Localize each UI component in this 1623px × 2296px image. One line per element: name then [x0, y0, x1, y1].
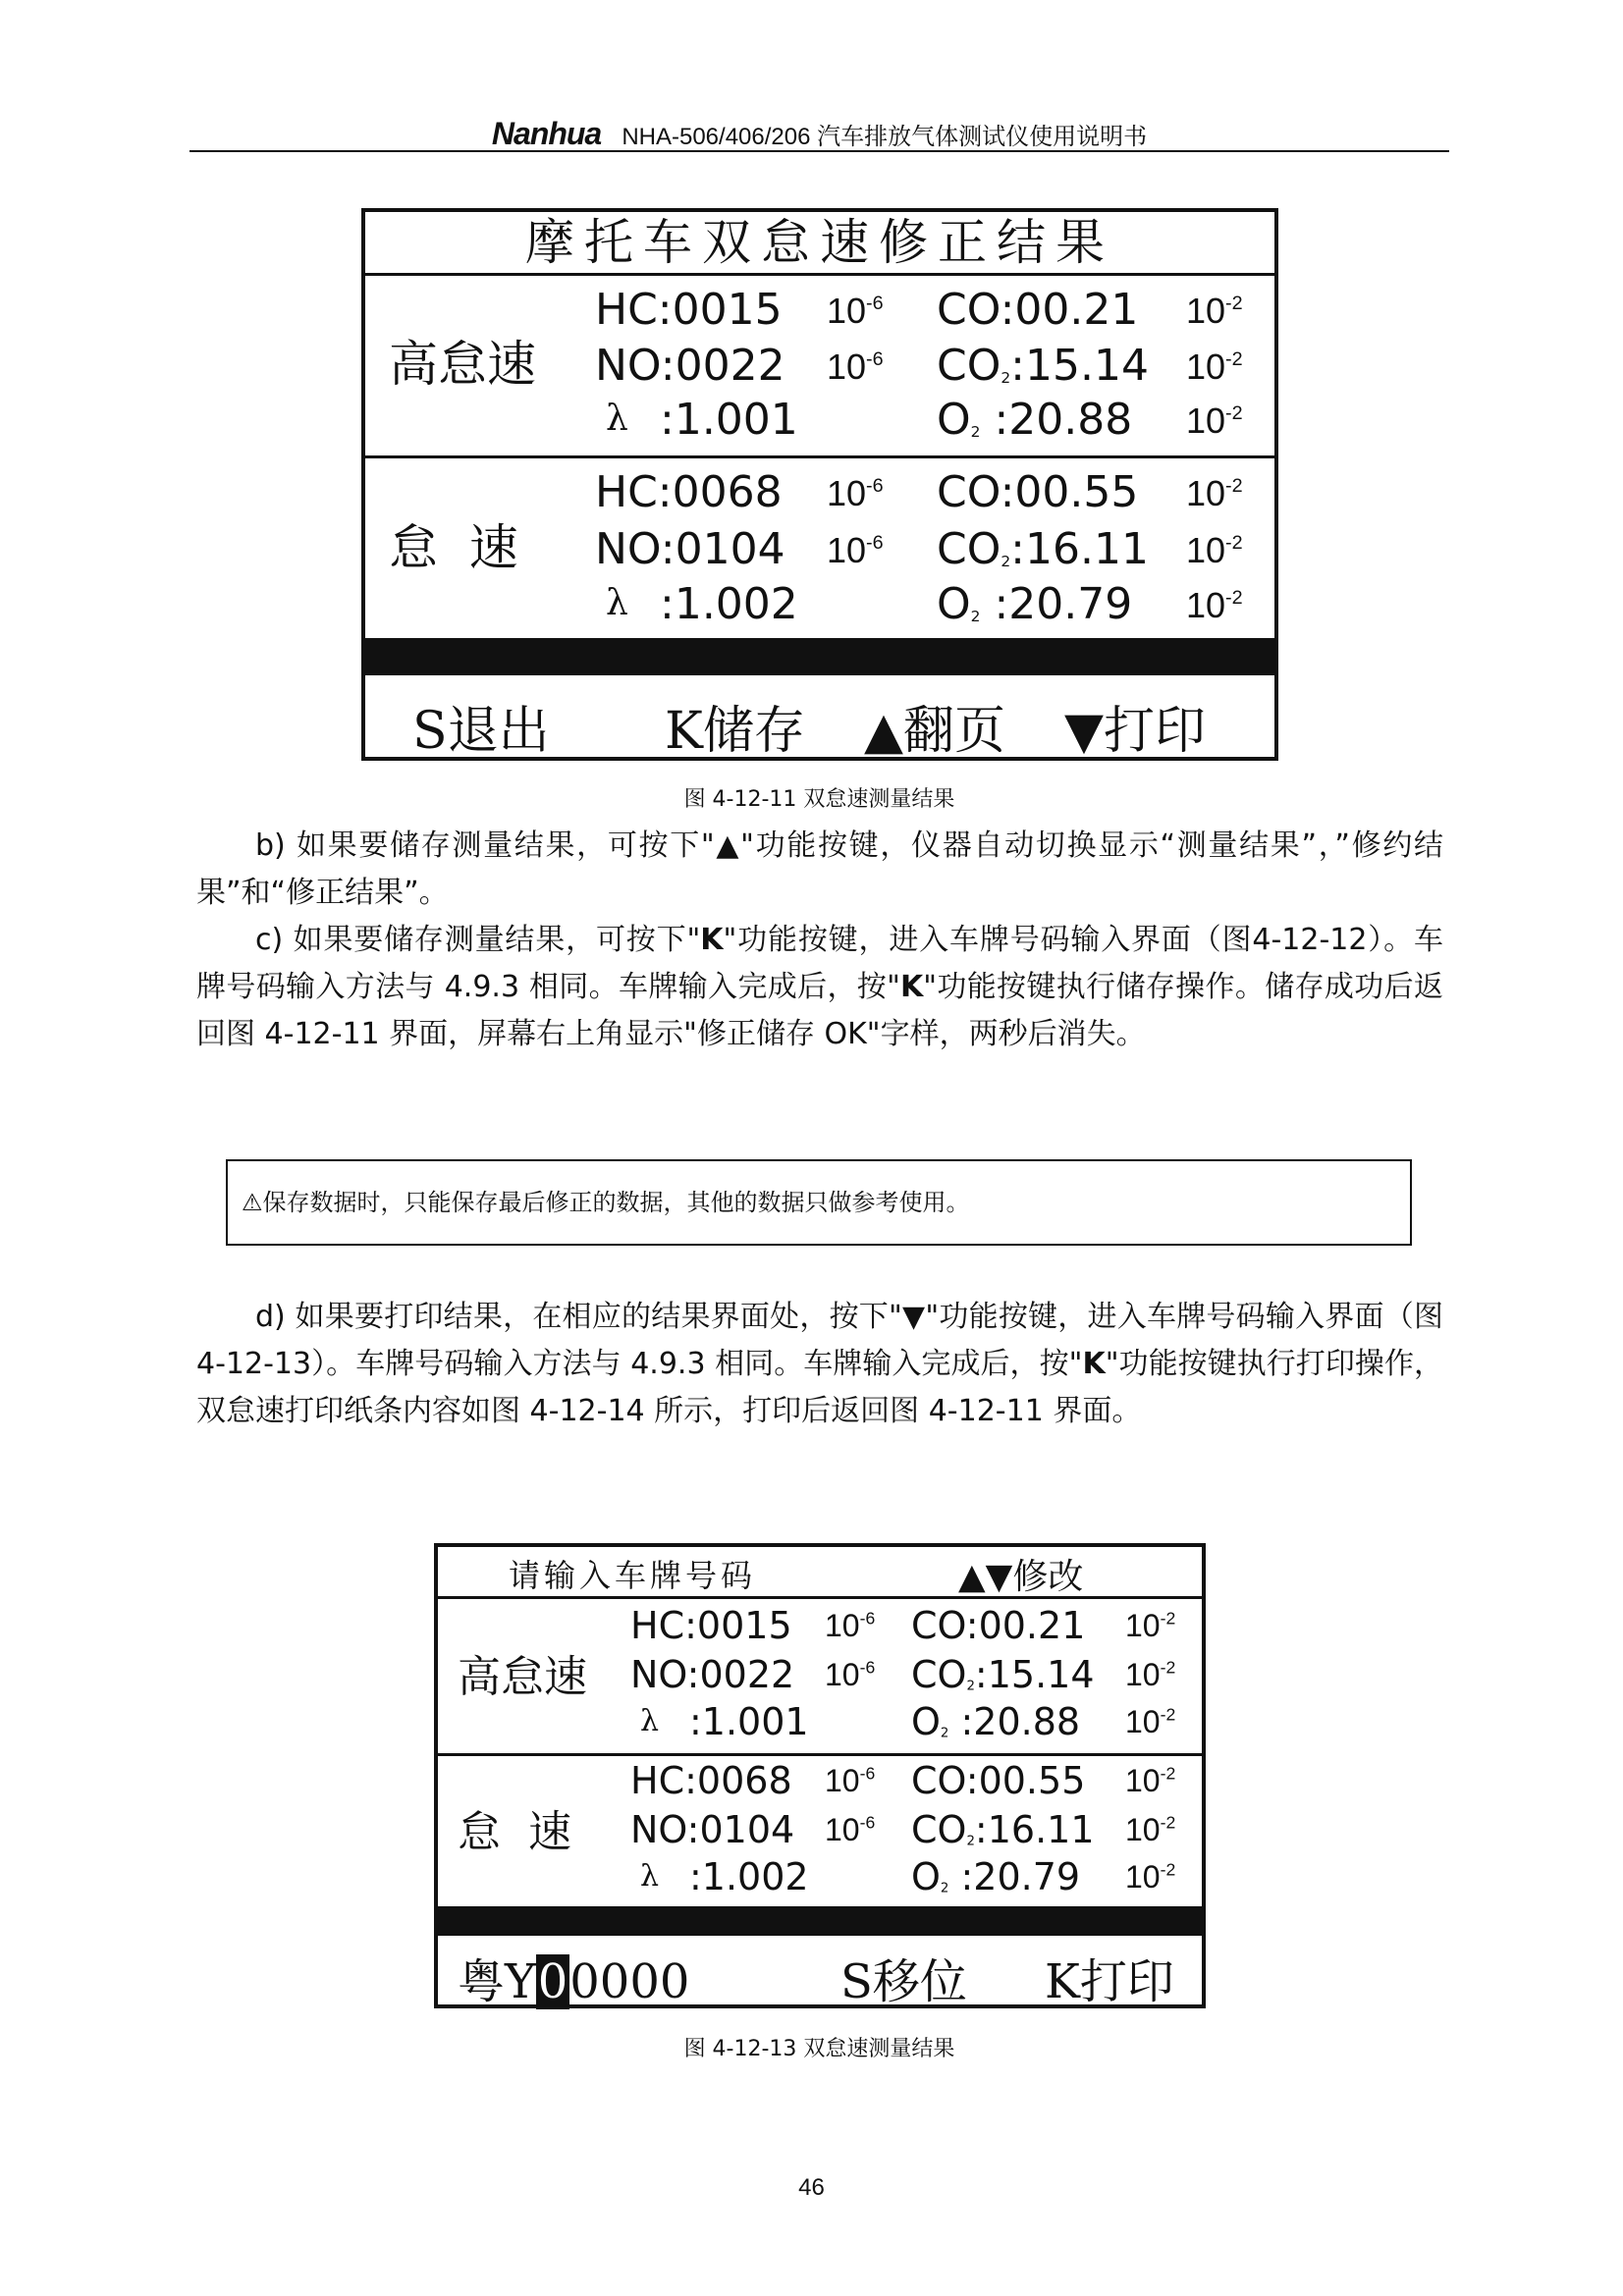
hc-reading-idle: HC:0068	[630, 1759, 792, 1802]
divider	[365, 455, 1274, 458]
unit-pct: $10^{-2}$	[1125, 1704, 1176, 1739]
softkey-exit[interactable]: S退出	[412, 702, 550, 761]
unit-pct: $10^{-2}$	[1125, 1608, 1176, 1643]
section-label-idle: 怠 速	[389, 519, 518, 576]
warning-note	[226, 1159, 1412, 1246]
co-reading-idle: CO:00.55	[937, 467, 1139, 517]
lambda-symbol: λ	[606, 583, 628, 623]
co-reading-high: CO:00.21	[937, 285, 1139, 335]
manual-title: NHA-506/406/206 汽车排放气体测试仪使用说明书	[622, 124, 1148, 150]
no-reading-high: NO:0022	[595, 341, 785, 391]
o2-reading-high: O2 :20.88	[937, 395, 1133, 445]
unit-ppm: $10^{-6}$	[825, 1608, 876, 1643]
separator-band	[365, 638, 1274, 675]
separator-band	[438, 1906, 1202, 1936]
figure-caption: 图 4-12-11 双怠速测量结果	[683, 787, 955, 812]
softkey-save[interactable]: K储存	[665, 702, 805, 761]
paragraph-c: c) 如果要储存测量结果，可按下"K"功能按键，进入车牌号码输入界面（图4-12-12）。车牌号码输入方法与 4.9.3 相同。车牌输入完成后，按"K"功能按键执行储存操作。储存成功后返回图 4-12-11 界面，屏幕右上角显示"修正储存 OK"字样，两秒后消失。	[196, 923, 1443, 1051]
o2-reading-idle: O2 :20.79	[911, 1855, 1081, 1898]
unit-pct: $10^{-2}$	[1125, 1859, 1176, 1895]
lambda-reading-high: :1.001	[660, 395, 798, 445]
note-text: 保存数据时，只能保存最后修正的数据，其他的数据只做参考使用。	[262, 1189, 970, 1216]
unit-pct: $10^{-2}$	[1186, 473, 1243, 513]
divider	[438, 1596, 1202, 1599]
paragraph-b: b) 如果要储存测量结果，可按下"▲"功能按键，仪器自动切换显示“测量结果”，”修约结果”和“修正结果”。	[196, 828, 1443, 910]
paragraph-d: d) 如果要打印结果，在相应的结果界面处，按下"▼"功能按键，进入车牌号码输入界面（图 4-12-13）。车牌号码输入方法与 4.9.3 相同。车牌输入完成后，按"K"功能按键执行打印操作，双怠速打印纸条内容如图 4-12-14 所示，打印后返回图 4-12-11 界面。	[196, 1300, 1443, 1428]
page-header	[189, 116, 1449, 149]
unit-ppm: $10^{-6}$	[827, 473, 884, 513]
unit-pct: $10^{-2}$	[1186, 347, 1243, 387]
co2-reading-high: CO2:15.14	[937, 341, 1149, 391]
softkey-page[interactable]: ▲翻页	[864, 702, 1005, 761]
unit-pct: $10^{-2}$	[1186, 530, 1243, 570]
unit-ppm: $10^{-6}$	[825, 1763, 876, 1798]
lambda-reading-idle: :1.002	[689, 1855, 809, 1898]
plate-input-prompt: 请输入车牌号码	[509, 1557, 757, 1594]
figure-caption: 图 4-12-13 双怠速测量结果	[683, 2037, 955, 2061]
modify-hint: ▲▼修改	[958, 1557, 1084, 1597]
divider	[365, 273, 1274, 276]
lambda-symbol: λ	[640, 1859, 660, 1894]
hc-reading-high: HC:0015	[595, 285, 783, 335]
unit-pct: $10^{-2}$	[1125, 1812, 1176, 1847]
hc-reading-idle: HC:0068	[595, 467, 783, 517]
header-rule	[189, 150, 1449, 152]
unit-ppm: $10^{-6}$	[825, 1812, 876, 1847]
unit-ppm: $10^{-6}$	[827, 530, 884, 570]
softkey-print[interactable]: K打印	[1045, 1954, 1174, 2009]
unit-pct: $10^{-2}$	[1186, 400, 1243, 441]
page-number: 46	[798, 2174, 825, 2201]
no-reading-idle: NO:0104	[595, 524, 785, 574]
co2-reading-idle: CO2:16.11	[937, 524, 1149, 574]
unit-pct: $10^{-2}$	[1125, 1657, 1176, 1692]
co-reading-high: CO:00.21	[911, 1604, 1086, 1647]
co2-reading-high: CO2:15.14	[911, 1653, 1095, 1696]
lcd-screen-result	[361, 208, 1278, 761]
unit-ppm: $10^{-6}$	[825, 1657, 876, 1692]
o2-reading-idle: O2 :20.79	[937, 579, 1133, 629]
plate-number-field[interactable]: 粤Y00000	[458, 1954, 690, 2009]
nanhua-logo: Nanhua	[491, 116, 602, 151]
unit-pct: $10^{-2}$	[1186, 585, 1243, 625]
no-reading-high: NO:0022	[630, 1653, 795, 1696]
unit-ppm: $10^{-6}$	[827, 347, 884, 387]
lambda-reading-high: :1.001	[689, 1700, 809, 1743]
divider	[438, 1753, 1202, 1756]
co-reading-idle: CO:00.55	[911, 1759, 1086, 1802]
lambda-symbol: λ	[606, 399, 628, 439]
lambda-symbol: λ	[640, 1704, 660, 1738]
o2-reading-high: O2 :20.88	[911, 1700, 1081, 1743]
unit-ppm: $10^{-6}$	[827, 291, 884, 331]
lcd-screen-plate-input	[434, 1543, 1206, 2008]
section-label-high-idle: 高怠速	[458, 1652, 587, 1702]
hc-reading-high: HC:0015	[630, 1604, 792, 1647]
plate-cursor[interactable]: 0	[537, 1954, 568, 2009]
section-label-high-idle: 高怠速	[389, 336, 536, 393]
softkey-print[interactable]: ▼打印	[1064, 702, 1206, 761]
softkey-shift[interactable]: S移位	[840, 1954, 967, 2009]
lambda-reading-idle: :1.002	[660, 579, 798, 629]
no-reading-idle: NO:0104	[630, 1808, 795, 1851]
warning-icon: ⚠	[242, 1189, 263, 1216]
unit-pct: $10^{-2}$	[1125, 1763, 1176, 1798]
screen-title: 摩托车双怠速修正结果	[525, 214, 1114, 271]
unit-pct: $10^{-2}$	[1186, 291, 1243, 331]
co2-reading-idle: CO2:16.11	[911, 1808, 1095, 1851]
section-label-idle: 怠 速	[458, 1807, 571, 1857]
